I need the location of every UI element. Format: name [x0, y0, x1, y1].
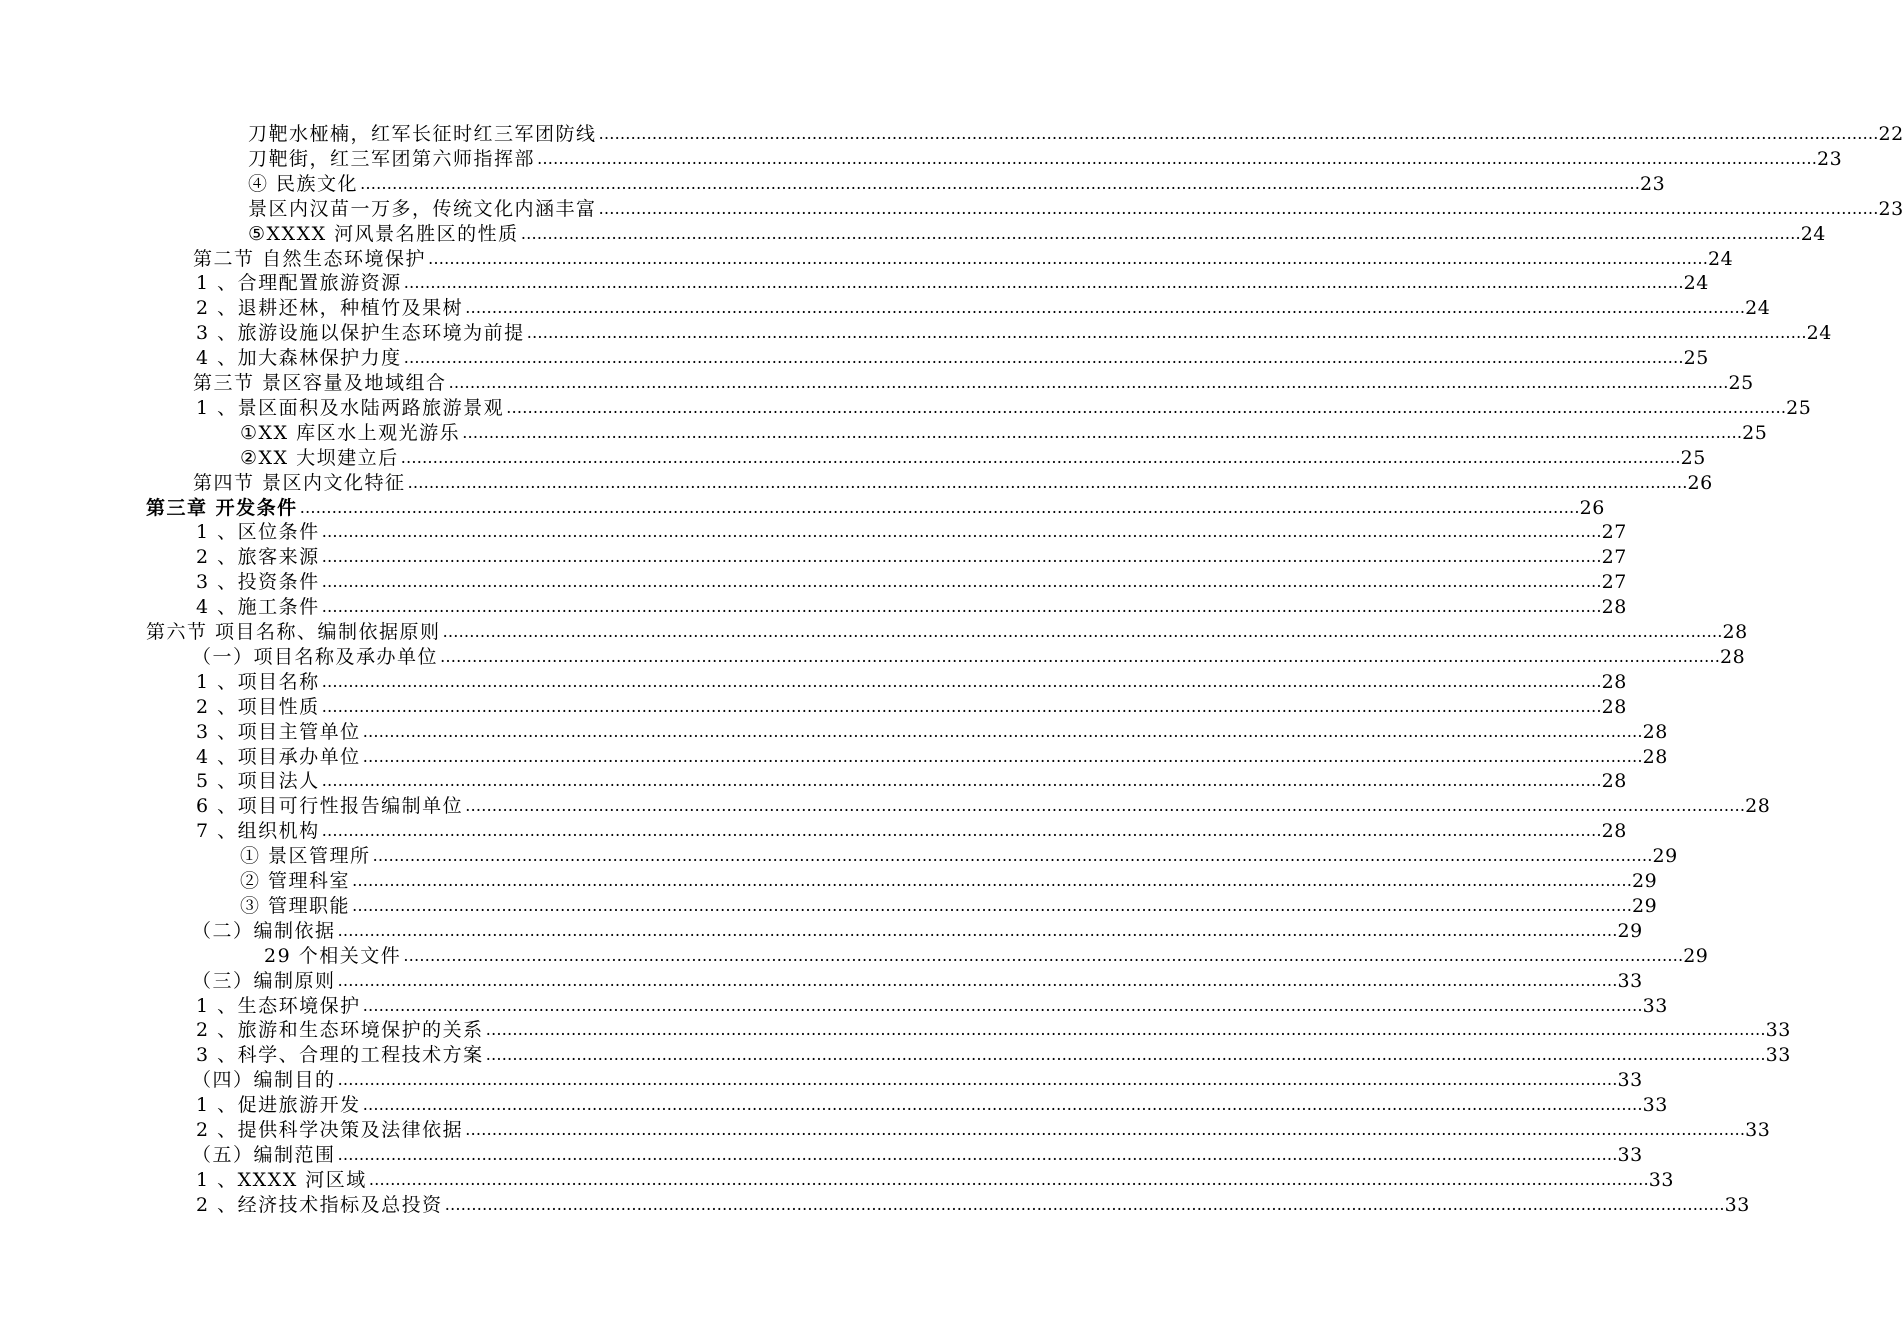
toc-entry[interactable]	[193, 246, 1734, 272]
toc-leader-dots: ……………………………………………………………………………………………………………………………………………………………………………………………………………………	[321, 821, 1602, 841]
toc-entry-title: 1 、区位条件	[196, 521, 320, 544]
toc-leader-dots: ……………………………………………………………………………………………………………………………………………………………………………………………………………………	[465, 796, 1746, 816]
toc-entry[interactable]	[192, 644, 1746, 670]
toc-leader-dots: ……………………………………………………………………………………………………………………………………………………………………………………………………………………	[465, 298, 1746, 318]
toc-entry-title: 第二节 自然生态环境保护	[193, 247, 427, 270]
toc-entry-title: ② 管理科室	[240, 870, 351, 892]
toc-entry-title: 景区内汉苗一万多，传统文化内涵丰富	[248, 197, 597, 220]
toc-entry-page-number: 25	[1786, 396, 1812, 419]
toc-entry-title: 2 、退耕还林，种植竹及果树	[196, 297, 464, 320]
toc-leader-dots: ……………………………………………………………………………………………………………………………………………………………………………………………………………………	[485, 1045, 1766, 1065]
toc-entry-title: （一）项目名称及承办单位	[192, 645, 439, 668]
toc-leader-dots: ……………………………………………………………………………………………………………………………………………………………………………………………………………………	[598, 124, 1879, 143]
toc-entry-page-number: 24	[1708, 247, 1734, 270]
toc-entry[interactable]	[196, 345, 1709, 371]
toc-entry-title: （二）编制依据	[192, 919, 336, 942]
toc-entry-title: 2 、旅客来源	[196, 546, 320, 569]
toc-entry-page-number: 29	[1652, 845, 1678, 868]
toc-entry[interactable]	[196, 270, 1709, 296]
toc-entry[interactable]	[196, 594, 1627, 620]
toc-entry-page-number: 28	[1720, 645, 1746, 668]
toc-entry-title: （三）编制原则	[192, 969, 336, 992]
toc-leader-dots: ……………………………………………………………………………………………………………………………………………………………………………………………………………………	[428, 248, 1709, 268]
toc-leader-dots: ……………………………………………………………………………………………………………………………………………………………………………………………………………………	[362, 746, 1643, 766]
toc-entry[interactable]	[196, 519, 1627, 545]
toc-entry[interactable]	[248, 146, 1843, 172]
toc-entry[interactable]	[196, 1192, 1750, 1218]
toc-leader-dots: ……………………………………………………………………………………………………………………………………………………………………………………………………………………	[442, 622, 1723, 641]
toc-leader-dots: ……………………………………………………………………………………………………………………………………………………………………………………………………………………	[299, 497, 1580, 517]
toc-entry-page-number: 24	[1745, 297, 1771, 320]
toc-leader-dots: ……………………………………………………………………………………………………………………………………………………………………………………………………………………	[444, 1194, 1725, 1214]
toc-entry[interactable]	[196, 669, 1627, 695]
toc-leader-dots: ……………………………………………………………………………………………………………………………………………………………………………………………………………………	[372, 846, 1653, 866]
toc-entry[interactable]	[146, 495, 1605, 521]
toc-entry-page-number: 24	[1800, 222, 1826, 245]
toc-entry-title: 29 个相关文件	[264, 944, 402, 967]
toc-entry[interactable]	[240, 868, 1658, 894]
toc-entry-page-number: 28	[1642, 720, 1668, 743]
toc-entry[interactable]	[193, 470, 1713, 496]
toc-entry[interactable]	[196, 320, 1832, 346]
toc-entry-page-number: 33	[1617, 1069, 1643, 1092]
toc-entry[interactable]	[248, 221, 1826, 247]
toc-entry[interactable]	[240, 893, 1658, 919]
toc-leader-dots: ……………………………………………………………………………………………………………………………………………………………………………………………………………………	[362, 721, 1643, 741]
toc-leader-dots: ……………………………………………………………………………………………………………………………………………………………………………………………………………………	[352, 871, 1633, 890]
toc-entry-page-number: 24	[1683, 272, 1709, 295]
toc-leader-dots: ……………………………………………………………………………………………………………………………………………………………………………………………………………………	[321, 522, 1602, 542]
toc-entry-page-number: 27	[1601, 546, 1627, 569]
toc-leader-dots: ……………………………………………………………………………………………………………………………………………………………………………………………………………………	[321, 547, 1602, 567]
toc-entry-title: 2 、提供科学决策及法律依据	[196, 1119, 464, 1141]
toc-entry-title: （五）编制范围	[192, 1143, 336, 1166]
toc-leader-dots: ……………………………………………………………………………………………………………………………………………………………………………………………………………………	[403, 273, 1684, 293]
toc-entry-page-number: 28	[1601, 670, 1627, 693]
toc-entry-page-number: 25	[1742, 421, 1768, 444]
toc-entry-title: 1 、XXXX 河区域	[196, 1168, 367, 1191]
toc-entry-page-number: 25	[1683, 347, 1709, 370]
toc-entry-title: 第六节 项目名称、编制依据原则	[146, 621, 441, 643]
toc-entry-page-number: 28	[1601, 770, 1627, 793]
toc-entry[interactable]	[196, 719, 1668, 745]
toc-entry[interactable]	[196, 395, 1812, 421]
toc-entry-page-number: 24	[1806, 322, 1832, 345]
toc-leader-dots: ……………………………………………………………………………………………………………………………………………………………………………………………………………………	[321, 597, 1602, 617]
toc-leader-dots: ……………………………………………………………………………………………………………………………………………………………………………………………………………………	[362, 995, 1643, 1015]
toc-entry-page-number: 28	[1642, 745, 1668, 768]
toc-entry-page-number: 33	[1642, 1094, 1668, 1117]
toc-leader-dots: ……………………………………………………………………………………………………………………………………………………………………………………………………………………	[352, 895, 1633, 915]
toc-entry-page-number: 29	[1617, 919, 1643, 942]
toc-entry[interactable]	[196, 768, 1627, 794]
toc-entry[interactable]	[196, 1042, 1791, 1068]
toc-entry[interactable]	[196, 793, 1771, 819]
toc-entry-title: 3 、科学、合理的工程技术方案	[196, 1044, 484, 1067]
toc-entry[interactable]	[248, 121, 1904, 147]
toc-entry-title: 2 、项目性质	[196, 695, 320, 718]
toc-entry[interactable]	[196, 1092, 1668, 1118]
toc-entry-page-number: 28	[1722, 621, 1748, 643]
toc-entry[interactable]	[240, 843, 1678, 869]
toc-entry-page-number: 33	[1724, 1193, 1750, 1216]
toc-entry-title: 1 、景区面积及水陆两路旅游景观	[196, 396, 505, 419]
toc-entry[interactable]	[196, 544, 1627, 570]
toc-leader-dots: ……………………………………………………………………………………………………………………………………………………………………………………………………………………	[403, 945, 1684, 965]
toc-entry[interactable]	[196, 1017, 1791, 1043]
toc-leader-dots: ……………………………………………………………………………………………………………………………………………………………………………………………………………………	[337, 1144, 1618, 1164]
toc-entry[interactable]	[196, 744, 1668, 770]
toc-leader-dots: ……………………………………………………………………………………………………………………………………………………………………………………………………………………	[485, 1020, 1766, 1040]
toc-entry[interactable]	[196, 295, 1771, 321]
toc-entry-title: 第四节 景区内文化特征	[193, 471, 406, 494]
toc-entry-title: ③ 管理职能	[240, 894, 351, 917]
toc-entry-title: 刀靶街，红三军团第六师指挥部	[248, 147, 536, 170]
toc-leader-dots: ……………………………………………………………………………………………………………………………………………………………………………………………………………………	[465, 1120, 1746, 1139]
toc-entry-title: 1 、促进旅游开发	[196, 1094, 361, 1117]
toc-entry[interactable]	[192, 968, 1643, 994]
toc-entry-title: 3 、旅游设施以保护生态环境为前提	[196, 322, 525, 345]
toc-entry-title: ⑤XXXX 河风景名胜区的性质	[248, 222, 519, 245]
toc-entry-page-number: 33	[1648, 1168, 1674, 1191]
toc-entry-title: 4 、加大森林保护力度	[196, 347, 402, 370]
toc-entry-page-number: 29	[1632, 894, 1658, 917]
toc-entry-page-number: 28	[1601, 596, 1627, 619]
toc-entry-page-number: 28	[1601, 820, 1627, 843]
toc-leader-dots: ……………………………………………………………………………………………………………………………………………………………………………………………………………………	[337, 970, 1618, 990]
toc-entry-title: 6 、项目可行性报告编制单位	[196, 795, 464, 818]
toc-entry[interactable]	[193, 370, 1754, 396]
toc-leader-dots: ……………………………………………………………………………………………………………………………………………………………………………………………………………………	[407, 472, 1688, 492]
toc-entry[interactable]	[196, 818, 1627, 844]
toc-entry-title: 3 、项目主管单位	[196, 720, 361, 743]
toc-entry[interactable]	[196, 569, 1627, 595]
toc-leader-dots: ……………………………………………………………………………………………………………………………………………………………………………………………………………………	[520, 223, 1801, 243]
toc-entry-page-number: 29	[1632, 870, 1658, 892]
toc-leader-dots: ……………………………………………………………………………………………………………………………………………………………………………………………………………………	[321, 572, 1602, 592]
toc-leader-dots: ……………………………………………………………………………………………………………………………………………………………………………………………………………………	[403, 348, 1684, 368]
toc-entry-title: 1 、合理配置旅游资源	[196, 272, 402, 295]
toc-leader-dots: ……………………………………………………………………………………………………………………………………………………………………………………………………………………	[598, 198, 1879, 218]
toc-leader-dots: ……………………………………………………………………………………………………………………………………………………………………………………………………………………	[362, 1095, 1643, 1115]
toc-entry[interactable]	[192, 918, 1643, 944]
toc-leader-dots: ……………………………………………………………………………………………………………………………………………………………………………………………………………………	[440, 646, 1721, 666]
toc-leader-dots: ……………………………………………………………………………………………………………………………………………………………………………………………………………………	[321, 671, 1602, 691]
toc-entry-title: （四）编制目的	[192, 1069, 336, 1092]
toc-leader-dots: ……………………………………………………………………………………………………………………………………………………………………………………………………………………	[360, 173, 1641, 193]
toc-leader-dots: ……………………………………………………………………………………………………………………………………………………………………………………………………………………	[400, 447, 1681, 467]
toc-entry-title: 第三节 景区容量及地域组合	[193, 372, 447, 394]
toc-leader-dots: ……………………………………………………………………………………………………………………………………………………………………………………………………………………	[321, 771, 1602, 791]
toc-entry-page-number: 25	[1680, 446, 1706, 469]
toc-entry[interactable]	[192, 1067, 1643, 1093]
toc-entry-page-number: 23	[1817, 147, 1843, 170]
toc-entry-page-number: 27	[1601, 571, 1627, 594]
toc-entry[interactable]	[264, 943, 1709, 969]
toc-entry-page-number: 26	[1579, 496, 1605, 519]
toc-leader-dots: ……………………………………………………………………………………………………………………………………………………………………………………………………………………	[526, 323, 1807, 343]
toc-entry[interactable]	[146, 619, 1748, 645]
toc-entry-title: ① 景区管理所	[240, 845, 371, 868]
toc-entry-title: 第三章 开发条件	[146, 496, 298, 519]
toc-entry-page-number: 28	[1601, 695, 1627, 718]
toc-entry[interactable]	[192, 1142, 1643, 1168]
toc-leader-dots: ……………………………………………………………………………………………………………………………………………………………………………………………………………………	[506, 397, 1787, 417]
toc-entry-page-number: 33	[1642, 994, 1668, 1017]
toc-entry-title: ②XX 大坝建立后	[240, 446, 399, 469]
toc-entry-title: ①XX 库区水上观光游乐	[240, 421, 461, 444]
toc-leader-dots: ……………………………………………………………………………………………………………………………………………………………………………………………………………………	[368, 1169, 1649, 1189]
toc-entry-page-number: 33	[1617, 969, 1643, 992]
toc-entry-title: 2 、旅游和生态环境保护的关系	[196, 1019, 484, 1042]
toc-entry-page-number: 33	[1765, 1044, 1791, 1067]
toc-entry[interactable]	[240, 420, 1768, 446]
toc-entry-page-number: 25	[1728, 372, 1754, 394]
toc-entry-title: 7 、组织机构	[196, 820, 320, 843]
toc-entry-page-number: 26	[1687, 471, 1713, 494]
toc-entry-title: 2 、经济技术指标及总投资	[196, 1193, 443, 1216]
toc-entry-title: 5 、项目法人	[196, 770, 320, 793]
toc-entry-page-number: 28	[1745, 795, 1771, 818]
toc-entry-title: 4 、项目承办单位	[196, 745, 361, 768]
toc-entry-title: 刀靶水桠楠，红军长征时红三军团防线	[248, 123, 597, 145]
toc-leader-dots: ……………………………………………………………………………………………………………………………………………………………………………………………………………………	[321, 696, 1602, 716]
toc-entry-page-number: 22	[1878, 123, 1904, 145]
toc-entry-title: 1 、项目名称	[196, 670, 320, 693]
toc-entry-title: 3 、投资条件	[196, 571, 320, 594]
toc-entry[interactable]	[248, 196, 1904, 222]
toc-entry[interactable]	[196, 993, 1668, 1019]
toc-leader-dots: ……………………………………………………………………………………………………………………………………………………………………………………………………………………	[337, 920, 1618, 940]
toc-entry-page-number: 23	[1878, 197, 1904, 220]
toc-leader-dots: ……………………………………………………………………………………………………………………………………………………………………………………………………………………	[337, 1070, 1618, 1090]
toc-entry-title: 4 、施工条件	[196, 596, 320, 619]
toc-entry[interactable]	[196, 694, 1627, 720]
toc-entry[interactable]	[196, 1167, 1674, 1193]
toc-entry-page-number: 33	[1617, 1143, 1643, 1166]
toc-leader-dots: ……………………………………………………………………………………………………………………………………………………………………………………………………………………	[462, 422, 1743, 442]
toc-leader-dots: ……………………………………………………………………………………………………………………………………………………………………………………………………………………	[448, 373, 1729, 392]
toc-entry-page-number: 23	[1640, 172, 1666, 195]
toc-entry[interactable]	[196, 1117, 1771, 1143]
toc-entry-title: ④ 民族文化	[248, 172, 359, 195]
toc-leader-dots: ……………………………………………………………………………………………………………………………………………………………………………………………………………………	[537, 148, 1818, 168]
toc-entry-title: 1 、生态环境保护	[196, 994, 361, 1017]
toc-entry[interactable]	[248, 171, 1666, 197]
toc-entry-page-number: 33	[1745, 1119, 1771, 1141]
toc-entry-page-number: 29	[1683, 944, 1709, 967]
toc-entry-page-number: 33	[1765, 1019, 1791, 1042]
toc-entry-page-number: 27	[1601, 521, 1627, 544]
toc-entry[interactable]	[240, 445, 1706, 471]
